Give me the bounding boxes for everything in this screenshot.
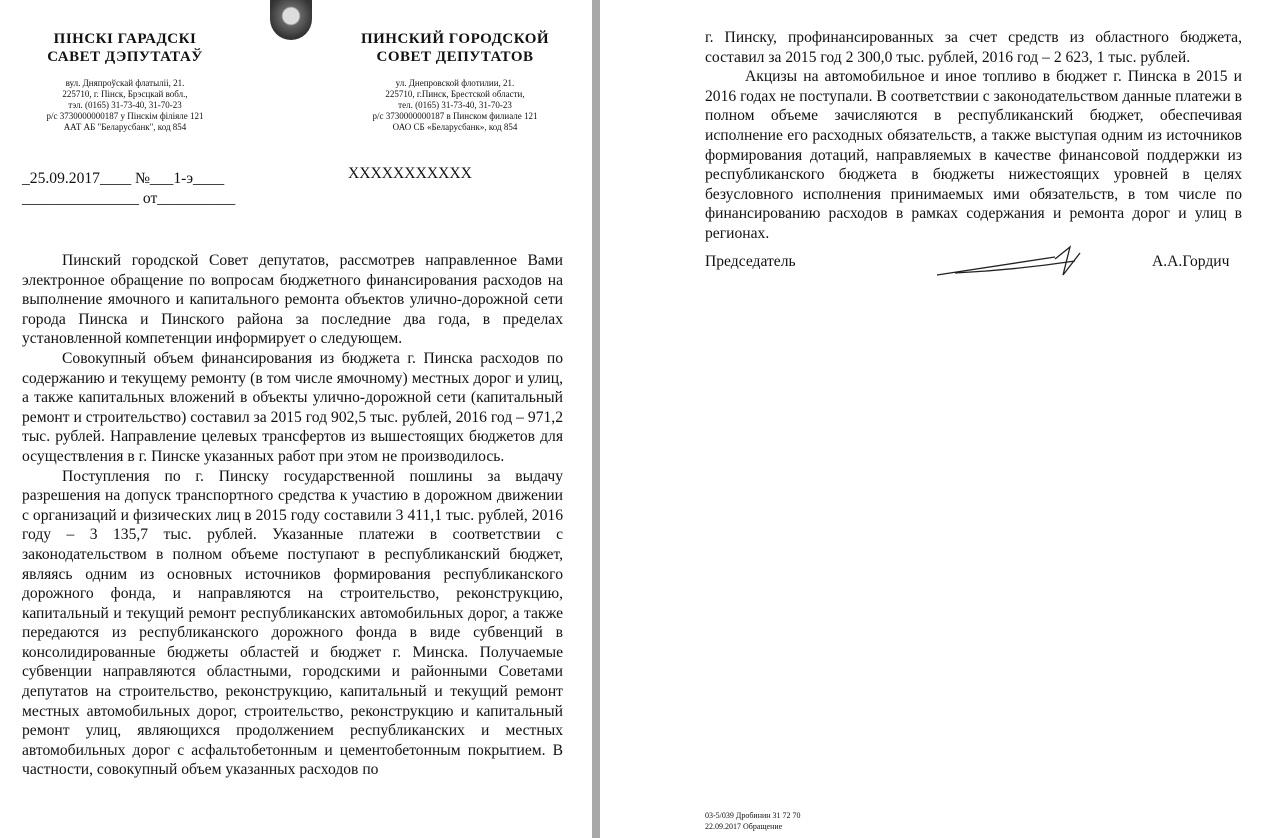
footer-line: 03-5/039 Дробинин 31 72 70 bbox=[705, 811, 801, 820]
letter-body-page-2 bbox=[705, 28, 1242, 244]
letter-body-page-1 bbox=[22, 251, 563, 780]
address-line: тел. (0165) 31-73-40, 31-70-23 bbox=[398, 100, 512, 110]
paragraph: Поступления по г. Пинску государственной пошлины за выдачу разрешения на допуск транспортного средства к участию в дорожном движении с организаций и физических лиц в 2015 году составили 3 411,1 тыс. рублей, 2016 году – 3 135,7 тыс. рублей. Указанные платежи в соответствии с законодательством в полном объеме поступают в республиканский бюджет, являясь одним из основных источников формирования республиканского дорожного фонда, и направляются на строительство, реконструкцию, капитальный и текущий ремонт республиканских автомобильных дорог, а также передаются из республиканского дорожного фонда в виде субвенций в консолидированные бюджеты областей и бюджет г. Минска. Получаемые субвенции направляются областными, городскими и районными Советами депутатов на строительство, реконструкцию, капитальный и текущий ремонт местных автомобильных дорог, строительство, реконструкцию и капитальный ремонт улиц, являющихся продолжением республиканских и местных автомобильных дорог с асфальтобетонным и цементобетонным покрытием. В частности, совокупный объем указанных расходов по bbox=[22, 467, 563, 779]
title-line: ПІНСКІ ГАРАДСКІ bbox=[53, 31, 197, 47]
title-line: САВЕТ ДЭПУТАТАЎ bbox=[47, 49, 203, 65]
paragraph: г. Пинску, профинансированных за счет средств из областного бюджета, составил за 2015 год 2 300,0 тыс. рублей, 2016 год – 2 623, 1 тыс. рублей. bbox=[705, 29, 1242, 66]
address-line: 225710, г. Пінск, Брэсцкай вобл., bbox=[62, 89, 188, 99]
footer-line: 22.09.2017 Обращение bbox=[705, 822, 783, 831]
address-line: вул. Дняпроўскай флатыліі, 21. bbox=[65, 78, 185, 88]
document-page-2 bbox=[600, 0, 1280, 838]
address-line: ул. Днепровской флотилии, 21. bbox=[395, 78, 515, 88]
paragraph: Акцизы на автомобильное и иное топливо в бюджет г. Пинска в 2015 и 2016 годах не поступали. В соответствии с законодательством данные платежи в полном объеме зачисляются в республиканский бюджет, обеспечивая исполнение его расходных обязательств, а также выступая одним из источников формирования дотаций, направляемых в качестве финансовой поддержки из республиканского бюджета в бюджеты нижестоящих уровней в целях безусловного исполнения принимаемых ими обязательств, в том числе по финансированию расходов в рамках содержания и ремонта дорог и улиц в регионах. bbox=[705, 68, 1242, 242]
recipient: XXXXXXXXXXX bbox=[348, 165, 472, 182]
footer-note bbox=[705, 810, 801, 832]
state-emblem-icon bbox=[270, 0, 312, 40]
from-line: _______________ от__________ bbox=[22, 190, 236, 207]
date-number-line: _25.09.2017____ №___1-э____ bbox=[22, 170, 225, 187]
title-line: ПИНСКИЙ ГОРОДСКОЙ bbox=[360, 31, 550, 47]
address-line: тэл. (0165) 31-73-40, 31-70-23 bbox=[68, 100, 182, 110]
letterhead-address-by bbox=[25, 78, 225, 133]
document-page-1 bbox=[0, 0, 592, 838]
signature-name: А.А.Гордич bbox=[1152, 253, 1230, 270]
handwritten-signature-icon bbox=[935, 245, 1085, 281]
address-line: ОАО СБ «Беларусбанк», код 854 bbox=[392, 122, 518, 132]
letterhead-title-by bbox=[40, 30, 210, 66]
letterhead-address-ru bbox=[355, 78, 555, 133]
paragraph: Пинский городской Совет депутатов, рассмотрев направленное Вами электронное обращение по вопросам бюджетного финансирования расходов на выполнение ямочного и капитального ремонта объектов улично-дорожной сети города Пинска и Пинского района за последние два года, в пределах установленной компетенции информирует о следующем. bbox=[22, 252, 563, 348]
letterhead-title-ru bbox=[360, 30, 550, 66]
paragraph: Совокупный объем финансирования из бюджета г. Пинска расходов по содержанию и текущему ремонту (в том числе ямочному) местных дорог и улиц, а также капитальных вложений в объекты улично-дорожной сети (капитальный ремонт и строительство) составил за 2015 год 902,5 тыс. рублей, 2016 год – 971,2 тыс. рублей. Направление целевых трансфертов из вышестоящих бюджетов для осуществления в г. Пинске указанных работ при этом не производилось. bbox=[22, 349, 563, 465]
address-line: р/с 3730000000187 в Пинском филиале 121 bbox=[372, 111, 538, 121]
signature-role: Председатель bbox=[705, 253, 796, 270]
address-line: 225710, г.Пинск, Брестской области, bbox=[385, 89, 525, 99]
address-line: р/с 3730000000187 у Пінскім філіяле 121 bbox=[46, 111, 204, 121]
address-line: ААТ АБ "Беларусбанк", код 854 bbox=[63, 122, 187, 132]
title-line: СОВЕТ ДЕПУТАТОВ bbox=[376, 49, 534, 65]
